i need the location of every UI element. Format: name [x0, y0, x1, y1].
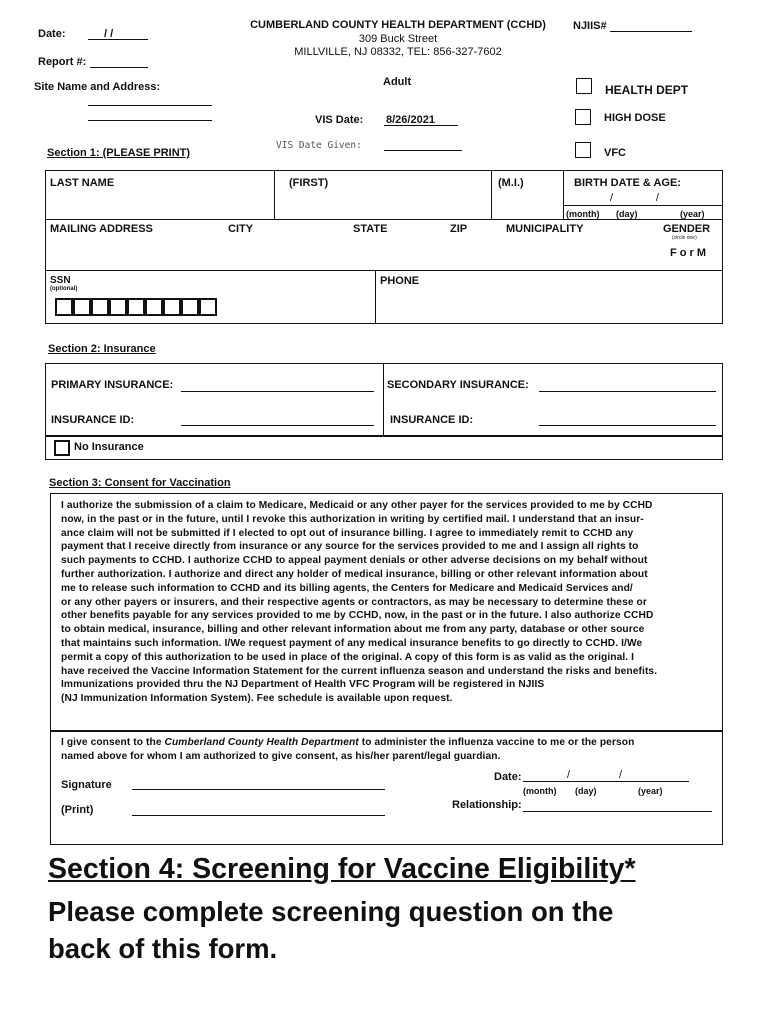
mailing-address-field[interactable]	[46, 238, 646, 269]
no-insurance-checkbox[interactable]	[54, 440, 70, 456]
consent-entity: Cumberland County Health Department	[164, 737, 359, 748]
consent-date-line[interactable]	[523, 781, 689, 782]
ssn-digit-box[interactable]	[109, 298, 127, 316]
consent-statement	[61, 736, 716, 764]
ssn-digit-box[interactable]	[181, 298, 199, 316]
primary-insurance-line[interactable]	[181, 391, 374, 392]
section4-title: Section 4: Screening for Vaccine Eligibility*	[48, 853, 636, 885]
mi-field[interactable]	[492, 190, 562, 218]
insurance-col-divider	[383, 363, 384, 436]
state-label: STATE	[353, 223, 388, 235]
insurance-id-label-2: INSURANCE ID:	[390, 414, 474, 426]
date-line[interactable]	[88, 39, 148, 40]
date-value: / /	[104, 28, 114, 40]
consent-line: ance claim will not be submitted if I elected to opt out of insurance billing. I agree to immediately remit to CCHD any	[61, 527, 634, 539]
vis-given-label: VIS Date Given:	[276, 140, 362, 151]
consent-line: further authorization. I authorize and direct any holder of medical insurance, billing or other relevant information about	[61, 568, 648, 580]
section3-title: Section 3: Consent for Vaccination	[49, 477, 231, 489]
department-city: MILLVILLE, NJ 08332, TEL: 856-327-7602	[294, 46, 502, 58]
department-street: 309 Buck Street	[358, 33, 438, 45]
birth-month-label: (month)	[566, 209, 600, 219]
circle-one-label: (circle one)	[672, 235, 697, 241]
ssn-digit-box[interactable]	[55, 298, 73, 316]
consent-line: have received the Vaccine Information Statement for the current influenza season and understand the risks and benefits.	[61, 665, 658, 677]
ssn-digit-box[interactable]	[199, 298, 217, 316]
consent-line: or any other payers or insurers, and their respective agents or contractors, as may be necessary to determine these or	[61, 596, 647, 608]
consent-day-label: (day)	[575, 786, 597, 796]
consent-line: me to release such information to CCHD and its billing agents, the Centers for Medicare and Medicaid Services and/	[61, 582, 633, 594]
ssn-digit-box[interactable]	[91, 298, 109, 316]
vis-given-line[interactable]	[384, 150, 462, 151]
department-header	[238, 19, 558, 58]
high-dose-checkbox[interactable]	[575, 109, 591, 125]
first-name-field[interactable]	[275, 190, 490, 218]
department-name: CUMBERLAND COUNTY HEALTH DEPARTMENT (CCHD)	[250, 19, 546, 31]
njiis-label: NJIIS#	[573, 20, 607, 32]
section4-line-1: Please complete screening question on the	[48, 896, 614, 927]
name-col-divider-3	[563, 170, 564, 219]
ssn-digit-box[interactable]	[73, 298, 91, 316]
ssn-optional-label: (optional)	[50, 286, 78, 292]
consent-prefix: I give consent to the	[61, 737, 165, 748]
consent-line: that maintains such information. I/We request payment of any medical insurance benefits to go directly to CCHD. I/We	[61, 637, 643, 649]
primary-insurance-label: PRIMARY INSURANCE:	[51, 379, 174, 391]
signature-label: Signature	[61, 779, 112, 791]
ssn-label: SSN	[50, 275, 71, 286]
site-line-2[interactable]	[88, 120, 212, 121]
vfc-label: VFC	[604, 147, 626, 159]
birth-date-label: BIRTH DATE & AGE:	[574, 177, 681, 189]
section1-divider-1	[45, 219, 723, 220]
consent-line: now, in the past or in the future, until I revoke this authorization in writing by certified mail. I understand that an insur-	[61, 513, 644, 525]
health-dept-label: HEALTH DEPT	[605, 83, 689, 97]
consent-paragraph	[61, 499, 721, 706]
consent-line: I authorize the submission of a claim to Medicare, Medicaid or any other payer for the services provided to me by CCHD	[61, 500, 653, 511]
phone-field[interactable]	[376, 288, 722, 323]
birth-date-slashes: / /	[610, 192, 659, 204]
vis-date-value: 8/26/2021	[386, 114, 435, 126]
vis-date-line	[384, 125, 458, 126]
insurance-id-line-1[interactable]	[181, 425, 374, 426]
site-line-1[interactable]	[88, 105, 212, 106]
municipality-label: MUNICIPALITY	[506, 223, 584, 235]
insurance-id-label-1: INSURANCE ID:	[51, 414, 135, 426]
relationship-line[interactable]	[523, 811, 712, 812]
report-line[interactable]	[90, 67, 148, 68]
consent-year-label: (year)	[638, 786, 663, 796]
consent-month-label: (month)	[523, 786, 557, 796]
section1-divider-2	[45, 270, 723, 271]
report-label: Report #:	[38, 56, 87, 68]
ssn-digit-box[interactable]	[127, 298, 145, 316]
print-label: (Print)	[61, 804, 94, 816]
first-name-label: (FIRST)	[289, 177, 329, 189]
insurance-id-line-2[interactable]	[539, 425, 716, 426]
consent-line: Immunizations provided thru the NJ Department of Health VFC Program will be registered in NJIIS	[61, 679, 545, 691]
gender-label: GENDER	[663, 223, 711, 235]
section2-title: Section 2: Insurance	[48, 343, 156, 355]
consent-line: such payments to CCHD. I authorize CCHD to appeal payment denials or other adverse decisions on my behalf without	[61, 555, 648, 567]
mailing-address-label: MAILING ADDRESS	[50, 223, 153, 235]
consent-date-slashes: / /	[567, 769, 623, 781]
consent-line: permit a copy of this authorization to be used in place of the original. A copy of this form is as valid as the original. I	[61, 651, 635, 663]
gender-options[interactable]: F o r M	[670, 247, 707, 259]
print-name-line[interactable]	[132, 815, 385, 816]
secondary-insurance-label: SECONDARY INSURANCE:	[387, 379, 529, 391]
no-insurance-label: No Insurance	[74, 441, 144, 453]
adult-label: Adult	[383, 76, 412, 88]
consent-line-1	[61, 736, 716, 750]
last-name-field[interactable]	[46, 190, 273, 218]
secondary-insurance-line[interactable]	[539, 391, 716, 392]
no-insurance-row	[45, 436, 723, 460]
consent-line: payment that I receive directly from insurance or any source for the services provided to me and I assign all rights to	[61, 541, 639, 553]
relationship-label: Relationship:	[452, 799, 522, 811]
high-dose-label: HIGH DOSE	[604, 112, 666, 124]
vis-date-label: VIS Date:	[315, 114, 364, 126]
consent-line: other benefits payable for any services provided to me by CCHD, now, in the past or in the future. I also authorize CCHD	[61, 610, 654, 622]
birth-date-line[interactable]	[564, 205, 722, 206]
section4-instructions	[48, 893, 613, 967]
birth-day-label: (day)	[616, 209, 638, 219]
signature-line[interactable]	[132, 789, 385, 790]
consent-date-label: Date:	[494, 771, 522, 783]
consent-line: to obtain medical, insurance, billing and other relevant information about me from any party, database or other source	[61, 624, 645, 636]
section4-line-2: back of this form.	[48, 933, 278, 964]
vfc-checkbox[interactable]	[575, 142, 591, 158]
phone-label: PHONE	[380, 275, 420, 287]
city-label: CITY	[228, 223, 254, 235]
ssn-digit-box[interactable]	[163, 298, 181, 316]
site-label: Site Name and Address:	[34, 81, 161, 93]
consent-suffix: to administer the influenza vaccine to me or the person	[358, 737, 635, 748]
section1-title: Section 1: (PLEASE PRINT)	[47, 147, 191, 159]
consent-line-2: named above for whom I am authorized to give consent, as his/her parent/legal guardian.	[61, 750, 501, 762]
njiis-line[interactable]	[610, 31, 692, 32]
health-dept-checkbox[interactable]	[576, 78, 592, 94]
consent-line: (NJ Immunization Information System). Fee schedule is available upon request.	[61, 693, 453, 705]
birth-year-label: (year)	[680, 209, 705, 219]
zip-label: ZIP	[450, 223, 468, 235]
mi-label: (M.I.)	[498, 177, 524, 189]
ssn-digit-box[interactable]	[145, 298, 163, 316]
date-label: Date:	[38, 28, 66, 40]
last-name-label: LAST NAME	[50, 177, 115, 189]
